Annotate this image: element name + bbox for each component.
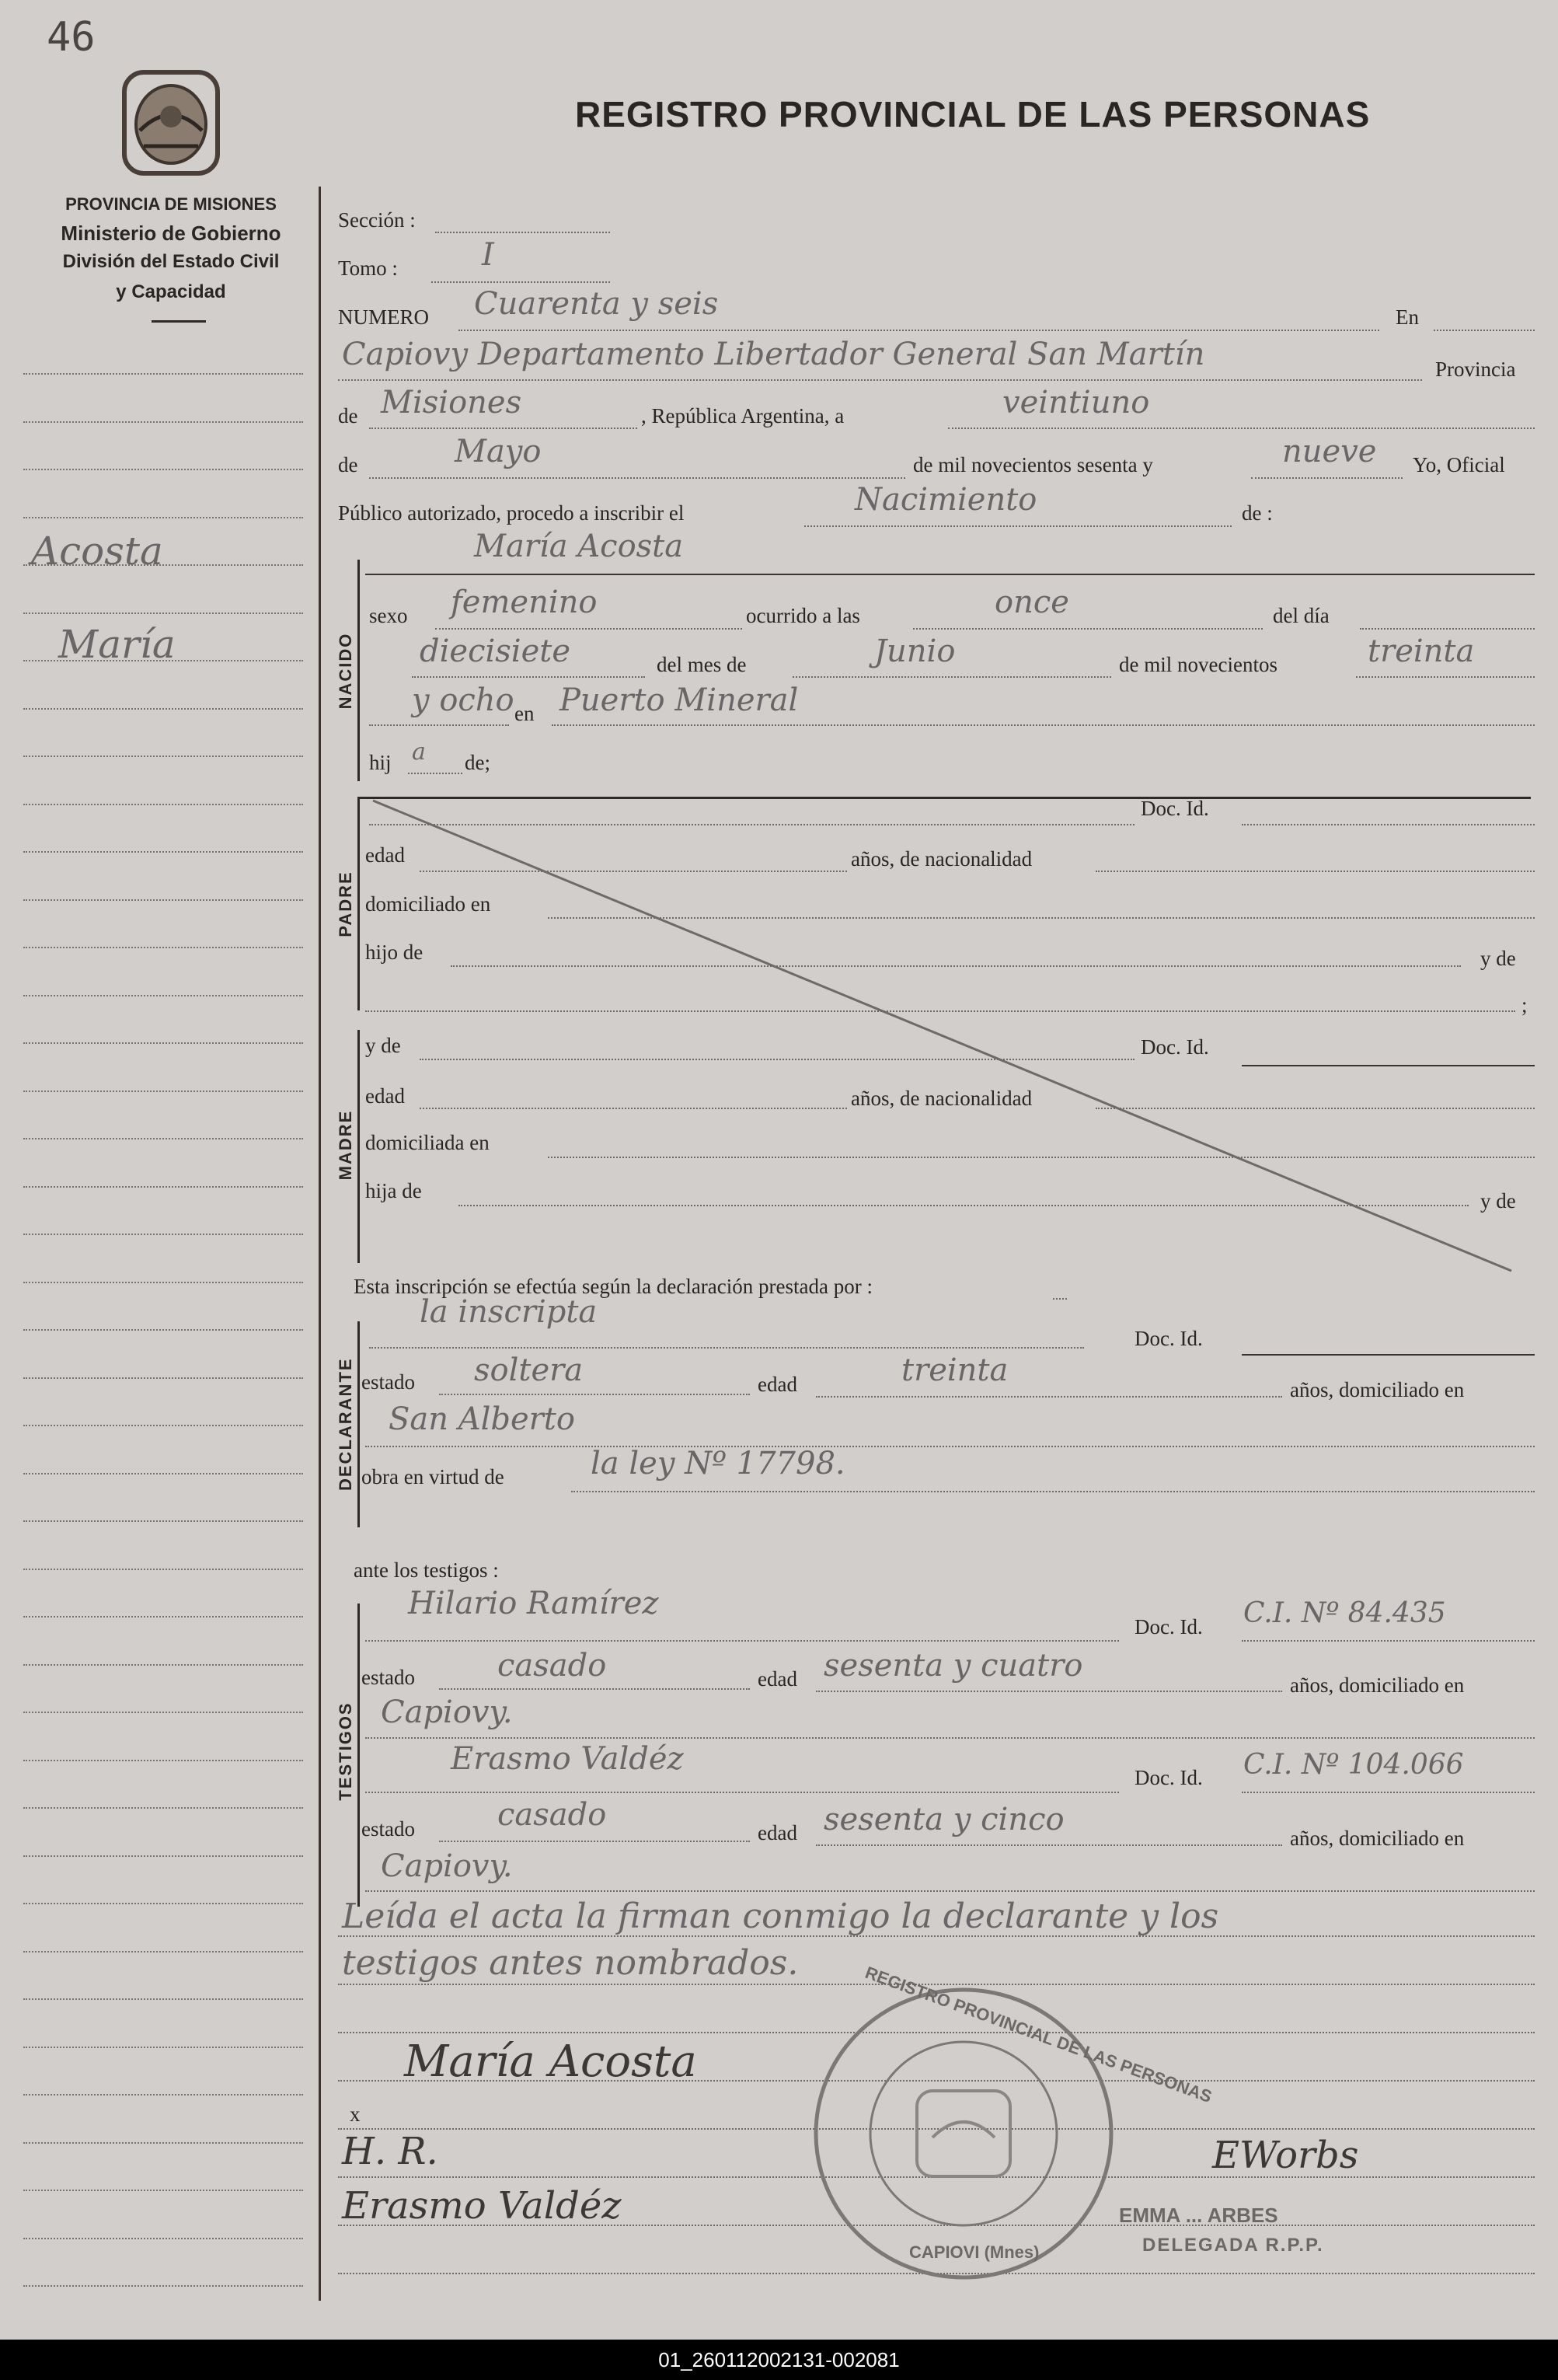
madre-y-de-label-2: y de bbox=[1480, 1189, 1516, 1213]
declarante-domicilio-label: años, domiciliado en bbox=[1290, 1378, 1465, 1401]
year-nac-value-1: treinta bbox=[1368, 633, 1475, 669]
closing-text-2: testigos antes nombrados. bbox=[342, 1943, 799, 1983]
de-semicolon-label: de; bbox=[465, 751, 490, 774]
testigo2-estado-label: estado bbox=[361, 1817, 415, 1841]
padre-y-de-label: y de bbox=[1480, 947, 1516, 970]
en-nac-label: en bbox=[514, 702, 535, 725]
hora-value: once bbox=[995, 585, 1069, 620]
madre-doc-label: Doc. Id. bbox=[1141, 1035, 1209, 1059]
tomo-value: I bbox=[482, 237, 494, 273]
testigo2-doc-label: Doc. Id. bbox=[1135, 1766, 1203, 1789]
margin-rule-line bbox=[23, 2285, 303, 2287]
year-nac-value-2: y ocho bbox=[412, 682, 514, 718]
declarante-bracket bbox=[357, 1321, 360, 1527]
province-name: PROVINCIA DE MISIONES bbox=[65, 194, 277, 214]
testigo2-edad-value: sesenta y cinco bbox=[824, 1802, 1065, 1837]
testigo2-domicilio-value: Capiovy. bbox=[381, 1848, 513, 1884]
declarante-edad-label: edad bbox=[758, 1373, 797, 1396]
margin-rule-line bbox=[23, 1329, 303, 1331]
testigo1-edad-value: sesenta y cuatro bbox=[824, 1648, 1083, 1684]
provincia-label: Provincia bbox=[1435, 358, 1516, 381]
margin-rule-line bbox=[23, 1760, 303, 1761]
margin-rule-line bbox=[23, 2142, 303, 2144]
dia-value: veintiuno bbox=[1002, 385, 1150, 421]
testigo1-estado-label: estado bbox=[361, 1666, 415, 1689]
form-title: REGISTRO PROVINCIAL DE LAS PERSONAS bbox=[575, 94, 1371, 134]
testigo2-domicilio-line bbox=[365, 1890, 1535, 1892]
testigo1-domicilio-label: años, domiciliado en bbox=[1290, 1673, 1465, 1697]
stamp-location: CAPIOVI (Mnes) bbox=[909, 2242, 1040, 2262]
place-value: Capiovy Departamento Libertador General San Martín bbox=[342, 337, 1205, 372]
declarante-estado-value: soltera bbox=[474, 1352, 584, 1388]
signature-declarante: María Acosta bbox=[404, 2036, 697, 2087]
testigo2-edad-label: edad bbox=[758, 1821, 797, 1844]
madre-tab: MADRE bbox=[336, 1109, 355, 1181]
testigo2-name: Erasmo Valdéz bbox=[451, 1741, 684, 1777]
testigo2-domicilio-label: años, domiciliado en bbox=[1290, 1827, 1465, 1850]
delegate-name: EMMA ... ARBES bbox=[1119, 2204, 1278, 2227]
testigo1-name-line bbox=[365, 1640, 1119, 1642]
declarante-name-line bbox=[369, 1347, 1084, 1349]
delegate-title: DELEGADA R.P.P. bbox=[1142, 2235, 1324, 2256]
lugar-nac-value: Puerto Mineral bbox=[559, 682, 799, 718]
madre-nacionalidad-label: años, de nacionalidad bbox=[851, 1087, 1033, 1110]
testigos-label: ante los testigos : bbox=[354, 1558, 499, 1582]
nacido-tab: NACIDO bbox=[336, 632, 355, 710]
republica-label: , República Argentina, a bbox=[641, 404, 845, 427]
year-value: nueve bbox=[1282, 434, 1377, 469]
madre-hija-de-label: hija de bbox=[365, 1179, 422, 1202]
del-dia-label: del día bbox=[1273, 604, 1330, 627]
padre-domicilio-label: domiciliado en bbox=[365, 892, 491, 916]
margin-rule-line bbox=[23, 1951, 303, 1953]
mil-novecientos-label: de mil novecientos sesenta y bbox=[913, 453, 1153, 476]
testigo1-domicilio-line bbox=[365, 1737, 1535, 1739]
declarante-estado-line bbox=[439, 1394, 750, 1395]
margin-rule-line bbox=[23, 2047, 303, 2048]
margin-rule-line bbox=[23, 1520, 303, 1522]
margin-rule-line bbox=[23, 1712, 303, 1713]
margin-rule-line bbox=[23, 1616, 303, 1617]
margin-rule-line bbox=[23, 2190, 303, 2191]
publico-label: Público autorizado, procedo a inscribir el bbox=[338, 501, 685, 525]
padre-semicolon: ; bbox=[1521, 993, 1528, 1017]
testigo1-doc-line bbox=[1242, 1640, 1535, 1642]
sexo-label: sexo bbox=[369, 604, 408, 627]
provincia-value: Misiones bbox=[381, 385, 522, 421]
en-label: En bbox=[1396, 305, 1419, 329]
declarante-obra-line bbox=[571, 1491, 1535, 1492]
del-mes-label: del mes de bbox=[657, 653, 747, 676]
testigo1-estado-value: casado bbox=[497, 1648, 607, 1684]
mes-value: Mayo bbox=[455, 434, 542, 469]
padre-edad-label: edad bbox=[365, 843, 405, 867]
padre-tab: PADRE bbox=[336, 871, 355, 937]
acto-value: Nacimiento bbox=[855, 482, 1037, 518]
mil-nov-nac-label: de mil novecientos bbox=[1119, 653, 1277, 676]
hij-label: hij bbox=[369, 751, 392, 774]
numero-label: NUMERO bbox=[338, 305, 430, 329]
signature-x-mark: x bbox=[350, 2103, 361, 2126]
testigo2-edad-line bbox=[816, 1844, 1282, 1846]
testigo2-name-line bbox=[365, 1792, 1119, 1793]
margin-rule-line bbox=[23, 1998, 303, 2000]
official-stamp bbox=[808, 1982, 1119, 2285]
declarante-domicilio-line bbox=[365, 1446, 1535, 1447]
margin-rule-line bbox=[23, 1903, 303, 1904]
margin-rule-line bbox=[23, 2094, 303, 2096]
testigo2-doc-line bbox=[1242, 1792, 1535, 1793]
madre-y-de-label: y de bbox=[365, 1034, 401, 1057]
ministry-name: Ministerio de Gobierno bbox=[61, 222, 281, 245]
dia-nac-value: diecisiete bbox=[420, 633, 571, 669]
madre-edad-label: edad bbox=[365, 1084, 405, 1108]
testigo1-doc-value: C.I. Nº 84.435 bbox=[1243, 1597, 1446, 1629]
margin-rule-line bbox=[23, 1664, 303, 1666]
division-name-2: y Capacidad bbox=[116, 281, 226, 302]
margin-rule-line bbox=[23, 1569, 303, 1570]
de-label-1: de bbox=[338, 404, 358, 427]
margin-rule-line bbox=[23, 1377, 303, 1379]
margin-rule-line bbox=[23, 1473, 303, 1474]
margin-rule-line bbox=[23, 1855, 303, 1857]
mes-nac-value: Junio bbox=[874, 633, 956, 669]
margin-note-given-name: María bbox=[58, 622, 176, 667]
margin-rule-line bbox=[23, 2238, 303, 2239]
testigo1-name: Hilario Ramírez bbox=[408, 1586, 659, 1621]
signature-witness-1: H. R. bbox=[342, 2130, 438, 2173]
page-number: 46 bbox=[47, 14, 96, 61]
padre-hijo-de-label: hijo de bbox=[365, 940, 423, 964]
declarante-tab: DECLARANTE bbox=[336, 1357, 355, 1491]
testigo1-doc-label: Doc. Id. bbox=[1135, 1615, 1203, 1638]
testigo2-estado-line bbox=[439, 1841, 750, 1842]
image-filename-bar: 01_260112002131-002081 bbox=[0, 2340, 1558, 2380]
madre-domicilio-label: domiciliada en bbox=[365, 1131, 490, 1154]
declarante-estado-label: estado bbox=[361, 1370, 415, 1394]
signature-officer: EWorbs bbox=[1212, 2134, 1359, 2177]
padre-nacionalidad-label: años, de nacionalidad bbox=[851, 847, 1033, 871]
division-name: División del Estado Civil bbox=[62, 251, 280, 272]
registrant-name: María Acosta bbox=[474, 529, 684, 564]
oficial-label: Yo, Oficial bbox=[1413, 453, 1505, 476]
margin-rule-line bbox=[23, 1807, 303, 1809]
declarante-edad-line bbox=[816, 1396, 1282, 1398]
declaracion-line bbox=[1053, 1298, 1067, 1300]
testigo1-edad-label: edad bbox=[758, 1667, 797, 1691]
declarante-domicilio-value: San Alberto bbox=[389, 1401, 575, 1437]
numero-value: Cuarenta y seis bbox=[474, 286, 719, 322]
testigos-bracket bbox=[357, 1604, 360, 1907]
padre-doc-label: Doc. Id. bbox=[1141, 797, 1209, 820]
de-colon-label: de : bbox=[1242, 501, 1273, 525]
closing-text-1: Leída el acta la firman conmigo la declarante y los bbox=[342, 1897, 1219, 1936]
declarante-doc-rule bbox=[1242, 1354, 1535, 1356]
seccion-label: Sección : bbox=[338, 208, 416, 232]
testigo2-estado-value: casado bbox=[497, 1797, 607, 1833]
declarante-obra-label: obra en virtud de bbox=[361, 1465, 504, 1488]
declarante-doc-label: Doc. Id. bbox=[1135, 1327, 1203, 1350]
testigo1-domicilio-value: Capiovy. bbox=[381, 1694, 513, 1730]
margin-rule-line bbox=[23, 1425, 303, 1426]
tomo-label: Tomo : bbox=[338, 256, 398, 280]
sexo-value: femenino bbox=[451, 585, 598, 620]
declarante-obra-value: la ley Nº 17798. bbox=[591, 1446, 845, 1481]
signature-witness-2: Erasmo Valdéz bbox=[342, 2184, 622, 2228]
margin-note-surname: Acosta bbox=[31, 529, 163, 574]
de-label-2: de bbox=[338, 453, 358, 476]
declaracion-label: Esta inscripción se efectúa según la declaración prestada por : bbox=[354, 1275, 873, 1298]
declarante-name: la inscripta bbox=[420, 1294, 598, 1330]
testigo1-edad-line bbox=[816, 1691, 1282, 1692]
hij-value: a bbox=[412, 738, 426, 766]
testigos-tab: TESTIGOS bbox=[336, 1701, 355, 1801]
ocurrido-label: ocurrido a las bbox=[746, 604, 860, 627]
testigo1-estado-line bbox=[439, 1688, 750, 1690]
testigo2-doc-value: C.I. Nº 104.066 bbox=[1243, 1749, 1464, 1781]
declarante-edad-value: treinta bbox=[901, 1352, 1009, 1388]
stamp-text: REGISTRO PROVINCIAL DE LAS PERSONAS bbox=[863, 1962, 1215, 2107]
